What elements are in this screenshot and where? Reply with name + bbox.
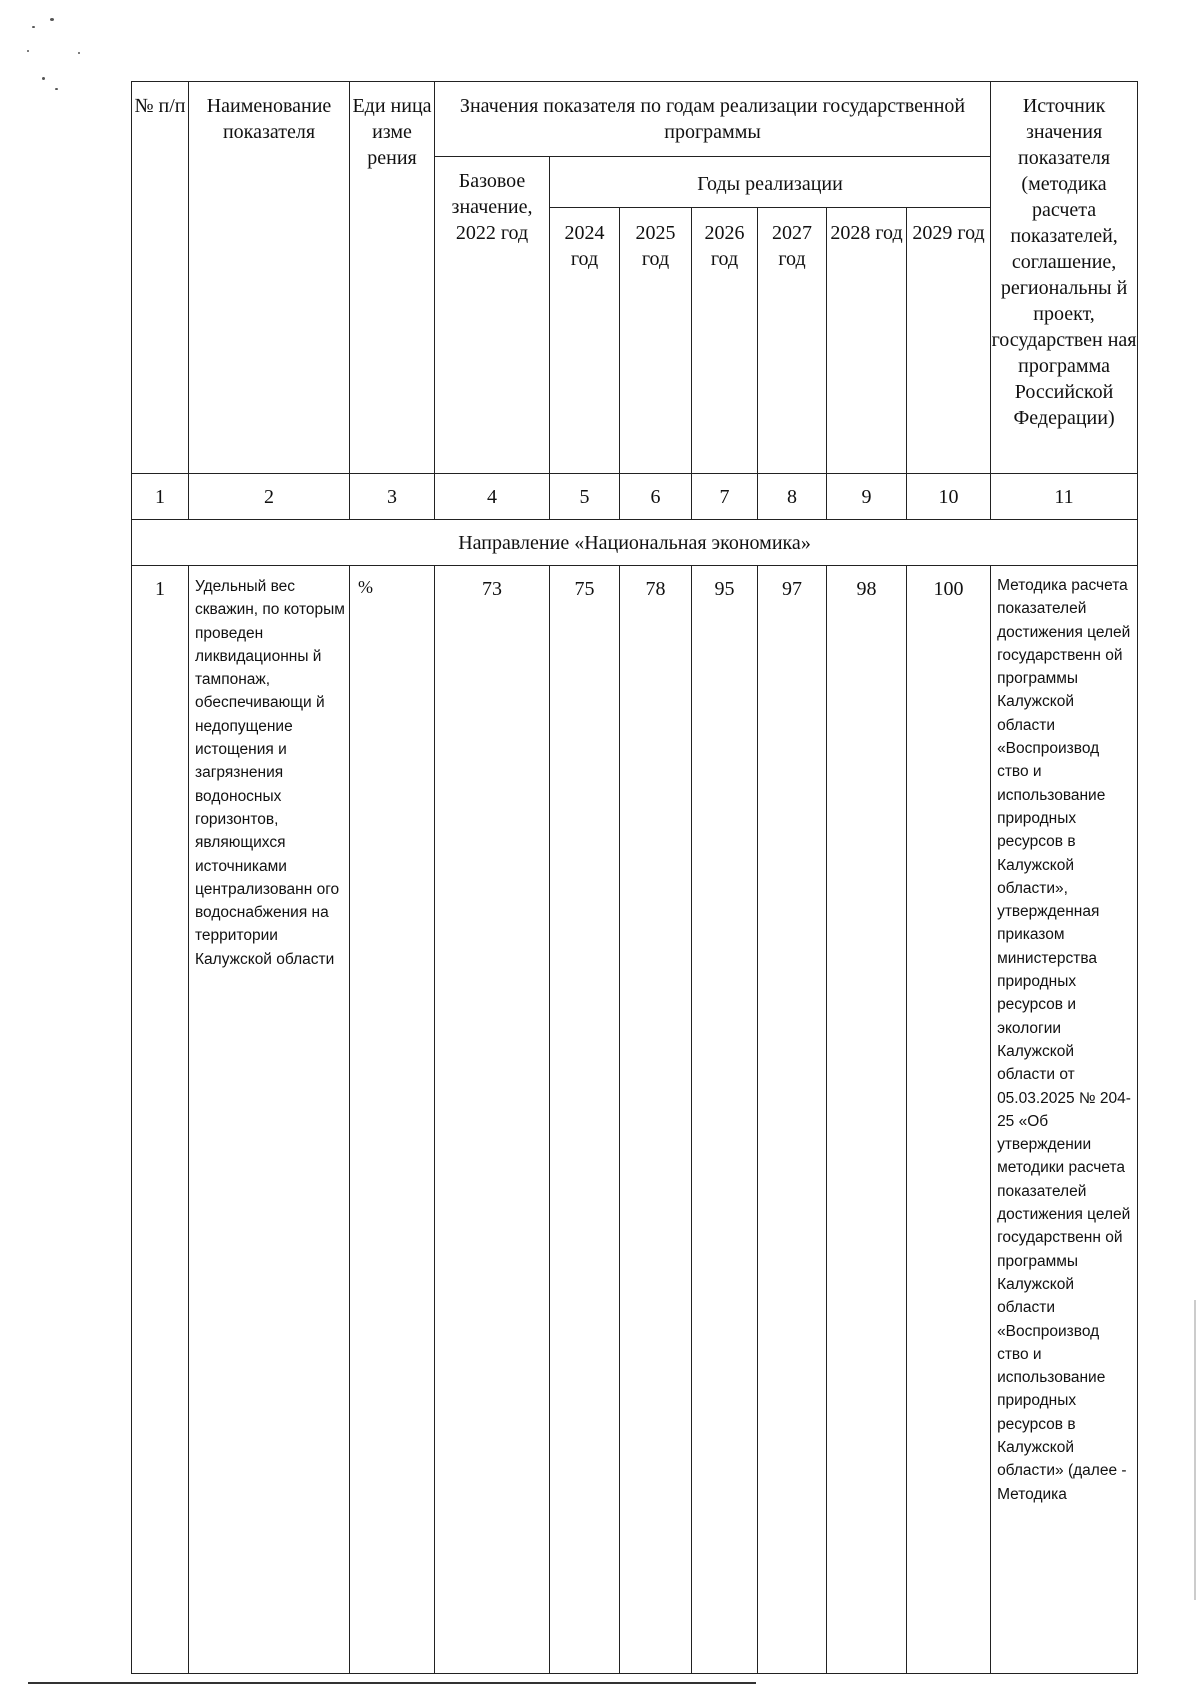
column-number: 4 <box>435 474 550 520</box>
column-number: 7 <box>692 474 758 520</box>
scan-speck <box>55 88 58 90</box>
section-title: Направление «Национальная экономика» <box>132 520 1138 566</box>
header-year: 2024 год <box>550 208 620 474</box>
header-source: Источник значения показателя (методика расчета показателей, соглашение, региональны й проект, государствен ная программа Российской Федерации) <box>991 82 1138 474</box>
column-number: 11 <box>991 474 1138 520</box>
base-value: 73 <box>435 566 550 1674</box>
header-name: Наименование показателя <box>189 82 350 474</box>
header-year: 2025 год <box>620 208 692 474</box>
indicator-source: Методика расчета показателей достижения целей государственн ой программы Калужской области «Воспроизвод ство и использование природных ресурсов в Калужской области», утвержденная приказом министерства природных ресурсов и экологии Калужской области от 05.03.2025 № 204-25 «Об утверждении методики расчета показателей достижения целей государственн ой программы Калужской области «Воспроизвод ство и использование природных ресурсов в Калужской области» (далее - Методика <box>991 566 1138 1674</box>
year-value: 95 <box>692 566 758 1674</box>
scan-speck <box>1194 1300 1196 1600</box>
header-no: № п/п <box>132 82 189 474</box>
bottom-rule <box>28 1682 756 1684</box>
header-years-label: Годы реализации <box>550 157 991 208</box>
column-number: 9 <box>827 474 907 520</box>
header-values-group: Значения показателя по годам реализации государственной программы <box>435 82 991 157</box>
indicator-unit: % <box>350 566 435 1674</box>
header-unit: Еди ница изме рения <box>350 82 435 474</box>
scan-speck <box>27 50 29 52</box>
header-year: 2028 год <box>827 208 907 474</box>
column-number: 1 <box>132 474 189 520</box>
scan-speck <box>32 26 35 28</box>
column-number: 6 <box>620 474 692 520</box>
column-number: 10 <box>907 474 991 520</box>
column-number: 2 <box>189 474 350 520</box>
column-number-row <box>132 474 1138 520</box>
header-year: 2027 год <box>758 208 827 474</box>
row-number: 1 <box>132 566 189 1674</box>
header-base: Базовое значение, 2022 год <box>435 157 550 474</box>
scan-speck <box>78 52 80 54</box>
column-number: 3 <box>350 474 435 520</box>
section-row <box>132 520 1138 566</box>
header-row-1 <box>132 82 1138 157</box>
year-value: 78 <box>620 566 692 1674</box>
indicator-name: Удельный вес скважин, по которым проведен ликвидационны й тампонаж, обеспечивающи й недопущение истощения и загрязнения водоносных горизонтов, являющихся источниками централизованн ого водоснабжения на территории Калужской области <box>189 566 350 1674</box>
indicators-table <box>131 81 1138 1674</box>
scan-speck <box>50 18 54 21</box>
year-value: 100 <box>907 566 991 1674</box>
header-year: 2029 год <box>907 208 991 474</box>
year-value: 75 <box>550 566 620 1674</box>
column-number: 8 <box>758 474 827 520</box>
table-row <box>132 566 1138 1674</box>
column-number: 5 <box>550 474 620 520</box>
scan-speck <box>42 77 45 80</box>
header-year: 2026 год <box>692 208 758 474</box>
year-value: 98 <box>827 566 907 1674</box>
year-value: 97 <box>758 566 827 1674</box>
